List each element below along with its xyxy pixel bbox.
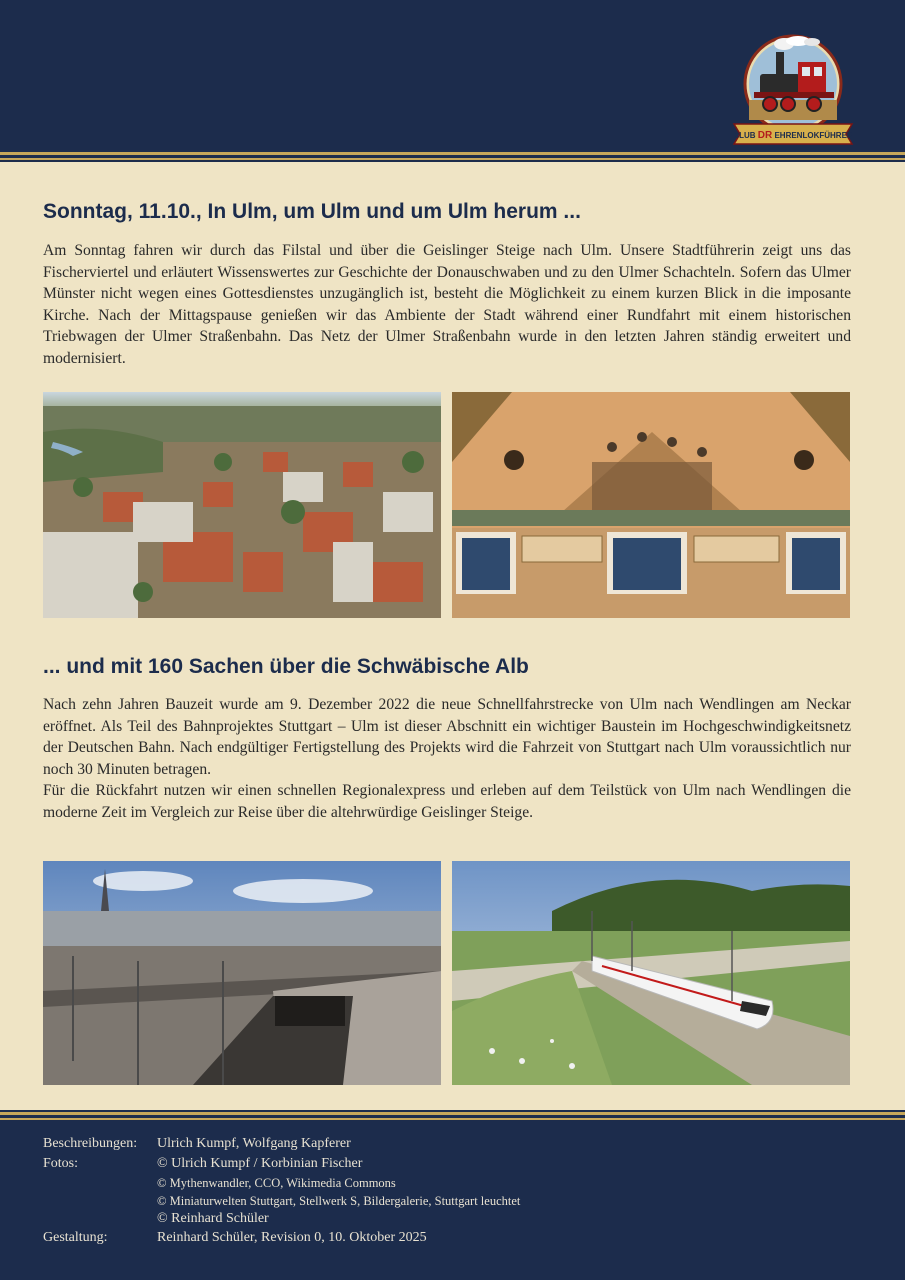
section1-paragraph	[43, 240, 851, 370]
photo-ice-train	[452, 861, 850, 1085]
design-label: Gestaltung:	[43, 1230, 108, 1245]
descriptions-value: Ulrich Kumpf, Wolfgang Kapferer	[157, 1136, 351, 1151]
photo-credit-3: © Miniaturwelten Stuttgart, Stellwerk S, Bildergalerie, Stuttgart leuchtet	[157, 1194, 521, 1208]
logo-club-text: CLUB	[733, 131, 756, 140]
section1-text: Am Sonntag fahren wir durch das Filstal und über die Geislinger Steige nach Ulm. Unsere Stadtführerin zeigt uns das Fischerviertel und erläutert Wissenswertes zur Geschichte der Donauschwaben und zu den Ulmer Schachteln. Sofern das Ulmer Münster nicht wegen eines Gottesdienstes unzugänglich ist, besteht die Möglichkeit zu einem kurzen Blick in die imposante Kirche. Nach der Mittagspause genießen wir das Ambiente der Stadt während einer Rundfahrt mit einem historischen Triebwagen der Ulmer Straßenbahn. Das Netz der Ulmer Straßenbahn wurde in den letzten Jahren ständig erweitert und modernisiert.	[43, 242, 851, 367]
svg-text:CLUB DR EHRENLOKFÜ	[733, 130, 853, 141]
logo-rest-text: EHRENLOKFÜHRER	[774, 131, 853, 140]
photo-ulm-station	[43, 861, 441, 1085]
photo-credit-1: © Ulrich Kumpf / Korbinian Fischer	[157, 1156, 363, 1171]
section2-title: ... und mit 160 Sachen über die Schwäbische Alb	[43, 655, 529, 678]
descriptions-label: Beschreibungen:	[43, 1136, 138, 1151]
club-logo	[732, 34, 854, 152]
header-stripe-2	[0, 158, 905, 160]
section2-text-2: Für die Rückfahrt nutzen wir einen schnellen Regionalexpress und erleben auf dem Teilstück von Ulm nach Wendlingen die moderne Zeit im Vergleich zur Reise über die altehrwürdige Geislinger Steige.	[43, 782, 851, 821]
photo-ulm-aerial	[43, 392, 441, 618]
photo-credit-4: © Reinhard Schüler	[157, 1211, 269, 1226]
header-stripe	[0, 152, 905, 155]
section2-text-1: Nach zehn Jahren Bauzeit wurde am 9. Dezember 2022 die neue Schnellfahrstrecke von Ulm nach Wendlingen am Neckar eröffnet. Als Teil des Bahnprojektes Stuttgart – Ulm ist dieser Abschnitt ein wichtiger Baustein im Hochgeschwindigkeitsnetz der Deutschen Bahn. Nach endgültiger Fertigstellung des Projekts wird die Fahrzeit von Stuttgart nach Ulm voraussichtlich nur noch 30 Minuten betragen.	[43, 696, 851, 778]
logo-dr-text: DR	[757, 130, 773, 141]
section1-title: Sonntag, 11.10., In Ulm, um Ulm und um Ulm herum ...	[43, 200, 581, 223]
photo-rathaus-facade	[452, 392, 850, 618]
footer-stripe	[0, 1112, 905, 1115]
section2-paragraphs	[43, 694, 851, 824]
photos-label: Fotos:	[43, 1156, 79, 1171]
design-value: Reinhard Schüler, Revision 0, 10. Oktober 2025	[157, 1230, 427, 1245]
photo-credit-2: © Mythenwandler, CCO, Wikimedia Commons	[157, 1176, 396, 1190]
